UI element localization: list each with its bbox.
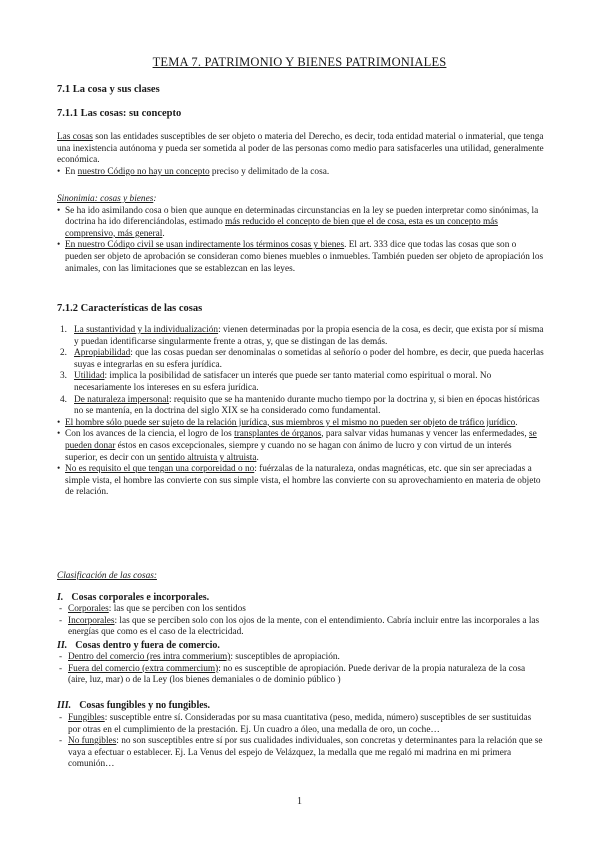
concept-paragraph: Las cosas son las entidades susceptibles de ser objeto o materia del Derecho, es decir, toda entidad material o inmaterial, que tenga una inexistencia autónoma y pueda ser sometida al poder de las personas como medio para satisfacerles una utilidad, generalmente económica. • En nuestro Código no hay un concepto preciso y delimitado de la cosa.	[57, 132, 545, 178]
list-item: • Con los avances de la ciencia, el logro de los transplantes de órganos, para salvar vidas humanas y vencer las enfermedades, se pueden donar éstos en casos excepcionales, siempre y cuando no se hagan con ánimo de lucro y con virtud de un interés superior, es decir con un sentido altruista y altruista.	[57, 429, 545, 464]
class-heading-2: II. Cosas dentro y fuera de comercio.	[57, 640, 220, 651]
class-3-items	[57, 713, 545, 771]
list-item: - Corporales: las que se perciben con los sentidos	[57, 604, 545, 616]
list-item: • No es requisito el que tengan una corporeidad o no: fuérzalas de la naturaleza, ondas magnéticas, etc. que sin ser apreciadas a simple vista, el hombre las convierte con sus simple vista, el hombre las convierte con su aprovechamiento en materia de objeto de relación.	[57, 464, 545, 499]
list-item: • Se ha ido asimilando cosa o bien que aunque en determinadas circunstancias en la ley se pueden interpretar como sinónimas, la doctrina ha ido diferenciándolas, estimado más reducido el concepto de bien que el de cosa, esta es un concepto más comprensivo, más general.	[57, 206, 545, 241]
concept-bullets	[57, 167, 545, 179]
document-title: TEMA 7. PATRIMONIO Y BIENES PATRIMONIALES	[152, 55, 447, 69]
list-item: - Fuera del comercio (extra commercium): no es susceptible de apropiación. Puede derivar de la propia naturaleza de la cosa (aire, luz, mar) o de la Ley (los bienes demaniales o de dominio público )	[57, 664, 545, 687]
classification-label: Clasificación de las cosas:	[57, 571, 157, 581]
list-item: - No fungibles: no son susceptibles entre sí por sus cualidades individuales, son concretas y determinantes para la relación que se vaya a efectuar o establecer. Ej. La Venus del espejo de Velázquez, la medalla que me regaló mi madrina en mi primera comunión…	[57, 736, 545, 771]
class-2-items	[57, 652, 545, 687]
class-1-items	[57, 604, 545, 639]
page-number: 1	[297, 796, 302, 807]
synonymy-bullets	[57, 206, 545, 276]
section-heading-7-1-2: 7.1.2 Características de las cosas	[57, 303, 203, 314]
characteristics-bullets	[57, 418, 545, 499]
list-item: • En nuestro Código no hay un concepto preciso y delimitado de la cosa.	[57, 167, 545, 179]
class-heading-1: I. Cosas corporales e incorporales.	[57, 592, 210, 603]
list-item: - Dentro del comercio (res intra commerium): susceptibles de apropiación.	[57, 652, 545, 664]
list-item: - Incorporales: las que se perciben solo con los ojos de la mente, con el entendimiento. Cabría incluir entre las incorporales a las energías que como es el caso de la electricidad.	[57, 616, 545, 639]
characteristics-list	[57, 325, 545, 418]
section-heading-7-1: 7.1 La cosa y sus clases	[57, 84, 160, 95]
synonymy-block	[57, 194, 545, 275]
list-item: • En nuestro Código civil se usan indirectamente los términos cosas y bienes. El art. 333 dice que todas las cosas que son o pueden ser objeto de aprobación se consideran como bienes muebles o inmuebles. También pueden ser objeto de apropiación los animales, con las limitaciones que se establezcan en las leyes.	[57, 240, 545, 275]
class-heading-3: III. Cosas fungibles y no fungibles.	[57, 700, 211, 711]
list-item: • El hombre sólo puede ser sujeto de la relación jurídica, sus miembros y el mismo no pueden ser objeto de tráfico jurídico.	[57, 418, 545, 430]
list-item: 1. La sustantividad y la individualización: vienen determinadas por la propia esencia de la cosa, es decir, que exista por sí misma y puedan identificarse singularmente frente a otras, y, que se distingan de las demás.	[60, 325, 544, 347]
list-item: 3. Utilidad: implica la posibilidad de satisfacer un interés que puede ser tanto material como espiritual o moral. No necesariamente los intereses en su esfera jurídica.	[60, 371, 492, 393]
section-heading-7-1-1: 7.1.1 Las cosas: su concepto	[57, 108, 182, 119]
list-item: - Fungibles: susceptible entre sí. Consideradas por su masa cuantitativa (peso, medida, número) susceptibles de ser sustituidas por otras en el cumplimiento de la prestación. Ej. Un cuadro a óleo, una medalla de oro, un coche…	[57, 713, 545, 736]
list-item: 2. Apropiabilidad: que las cosas puedan ser denominalas o sometidas al señorío o poder del hombre, es decir, que pueda hacerlas suyas e integrarlas en su esfera jurídica.	[60, 348, 544, 370]
synonymy-label: Sinonimia: cosas y bienes:	[57, 194, 157, 204]
characteristics-block	[57, 325, 545, 499]
list-item: 4. De naturaleza impersonal: requisito que se ha mantenido durante mucho tiempo por la doctrina y, si bien en épocas históricas no se mantenía, en la doctrina del siglo XIX se ha considerado como fundamental.	[60, 394, 540, 417]
term-las-cosas: Las cosas	[57, 132, 93, 142]
